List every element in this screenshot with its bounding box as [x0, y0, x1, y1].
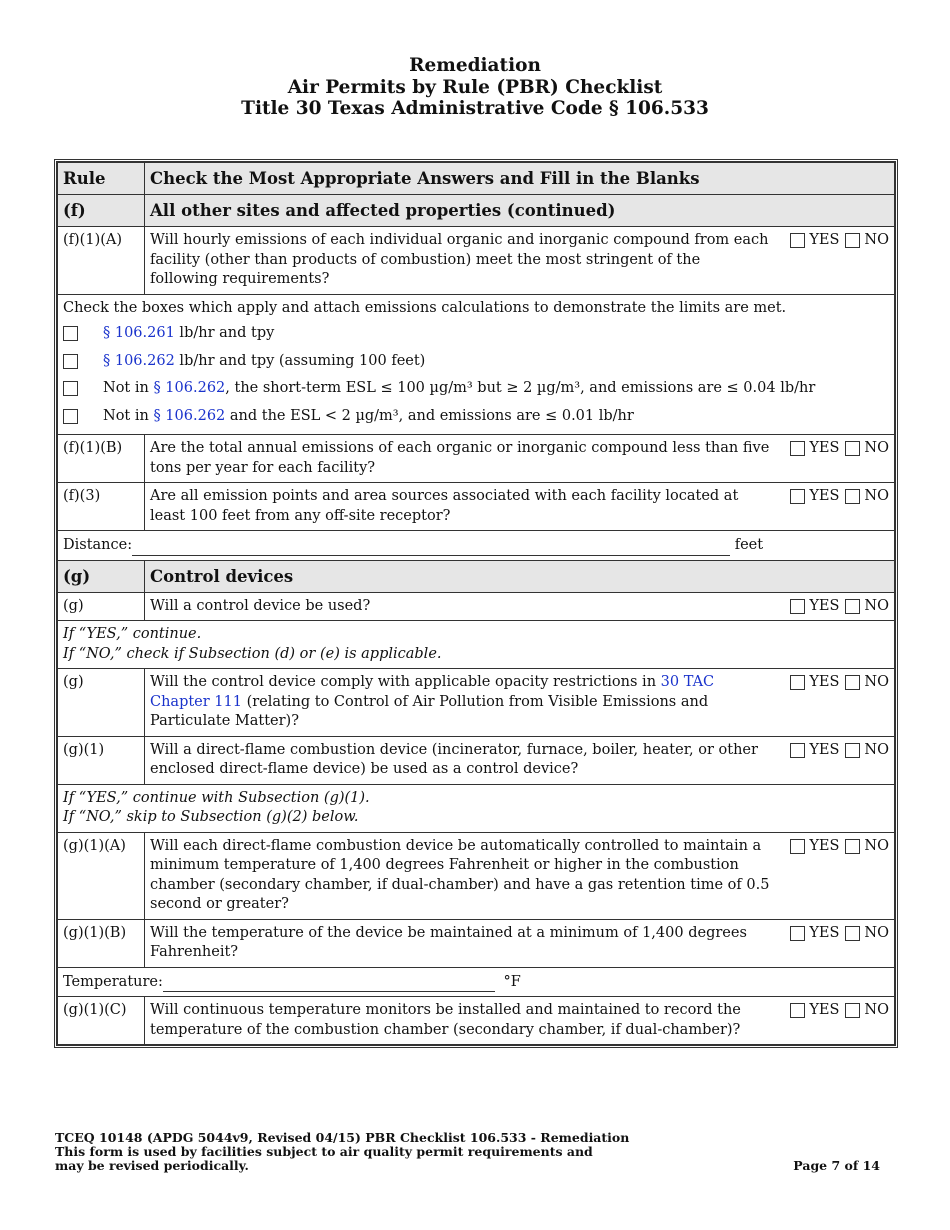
link-106-262[interactable]: § 106.262	[153, 380, 226, 396]
link-106-262[interactable]: § 106.262	[103, 352, 175, 369]
option-text: and the ESL < 2 µg/m³, and emissions are ≤ 0.01 lb/hr	[225, 407, 634, 424]
instruction-row-g	[58, 621, 895, 669]
yes-checkbox[interactable]	[790, 926, 805, 941]
yes-no-choice	[790, 439, 889, 478]
yes-checkbox[interactable]	[790, 675, 805, 690]
no-checkbox[interactable]	[845, 743, 860, 758]
footer-form-id: TCEQ 10148 (APDG 5044v9, Revised 04/15) PBR Checklist 106.533 - Remediation	[55, 1130, 630, 1145]
title-line-2: Air Permits by Rule (PBR) Checklist	[287, 76, 663, 98]
header-instructions: Check the Most Appropriate Answers and Fill in the Blanks	[145, 163, 895, 195]
footer-note-1: This form is used by facilities subject to air quality permit requirements and	[55, 1144, 593, 1159]
rule-cell: (g)	[58, 669, 145, 737]
yes-label: YES	[809, 488, 840, 504]
question-text: Are all emission points and area sources associated with each facility located at least 100 feet from any off-site receptor?	[150, 488, 739, 524]
question-text: Will each direct-flame combustion device be automatically controlled to maintain a minimum temperature of 1,400 degrees Fahrenheit or higher in the combustion chamber (secondary chamber, if dual-chamber) and have a gas retention time of 0.5 second or greater?	[150, 837, 770, 912]
option-text: , the short-term ESL ≤ 100 µg/m³ but ≥ 2 µg/m³, and emissions are ≤ 0.04 lb/hr	[225, 380, 816, 396]
yes-no-choice	[790, 741, 889, 780]
no-checkbox[interactable]	[845, 926, 860, 941]
yes-checkbox[interactable]	[790, 489, 805, 504]
option-106-262	[63, 348, 889, 376]
no-label: NO	[864, 232, 889, 248]
option-not-in-106-262-esl-low	[63, 403, 889, 431]
yes-label: YES	[809, 741, 840, 758]
question-row-f1A	[58, 227, 895, 295]
question-row-g1B	[58, 919, 895, 967]
no-label: NO	[864, 1002, 889, 1018]
checklist-table-frame	[54, 159, 898, 1048]
question-text: Will continuous temperature monitors be installed and maintained to record the temperature of the combustion chamber (secondary chamber, if dual-chamber)?	[150, 1002, 741, 1038]
question-row-g1	[58, 736, 895, 784]
distance-unit: feet	[734, 537, 764, 553]
instruction-no: If “NO,” skip to Subsection (g)(2) below.	[63, 809, 359, 825]
section-f-row	[58, 195, 895, 227]
question-prefix: Will the control device comply with applicable opacity restrictions in	[150, 674, 661, 690]
no-label: NO	[864, 440, 889, 456]
question-text: Will hourly emissions of each individual organic and inorganic compound from each facility (other than products of combustion) meet the most stringent of the following requirements?	[150, 232, 769, 287]
no-label: NO	[864, 837, 889, 854]
question-text	[150, 673, 790, 732]
temperature-input[interactable]	[163, 972, 495, 993]
option-checkbox[interactable]	[63, 381, 78, 396]
yes-no-choice	[790, 924, 889, 963]
distance-input[interactable]	[132, 535, 730, 556]
no-label: NO	[864, 924, 889, 941]
yes-label: YES	[809, 440, 840, 456]
page-footer	[55, 1131, 880, 1173]
rule-cell: (g)(1)(A)	[58, 832, 145, 919]
yes-label: YES	[809, 837, 840, 854]
no-label: NO	[864, 597, 889, 614]
link-30-tac-chapter-111[interactable]: 30 TAC Chapter 111	[150, 674, 715, 710]
option-106-261	[63, 320, 889, 348]
instruction-no: If “NO,” check if Subsection (d) or (e) is applicable.	[63, 645, 442, 662]
rule-cell: (f)(1)(A)	[58, 227, 145, 295]
instruction-row-g1	[58, 784, 895, 832]
option-text: lb/hr and tpy (assuming 100 feet)	[174, 352, 426, 369]
section-g-title: Control devices	[145, 560, 895, 592]
no-checkbox[interactable]	[845, 599, 860, 614]
yes-no-choice	[790, 597, 889, 617]
yes-checkbox[interactable]	[790, 1003, 805, 1018]
question-row-g-control-device	[58, 592, 895, 621]
yes-label: YES	[809, 674, 840, 690]
yes-checkbox[interactable]	[790, 441, 805, 456]
title-line-3: Title 30 Texas Administrative Code § 106.533	[241, 98, 709, 119]
rule-cell: (f)(1)(B)	[58, 435, 145, 483]
no-label: NO	[864, 674, 889, 690]
title-line-1: Remediation	[409, 55, 541, 76]
option-prefix: Not in	[103, 380, 154, 396]
question-row-f3	[58, 483, 895, 531]
question-row-g1C	[58, 997, 895, 1045]
no-checkbox[interactable]	[845, 1003, 860, 1018]
table-header-row	[58, 163, 895, 195]
instruction-yes: If “YES,” continue with Subsection (g)(1).	[63, 789, 370, 806]
option-checkbox[interactable]	[63, 326, 78, 341]
rule-cell: (g)	[58, 592, 145, 621]
yes-no-choice	[790, 673, 889, 732]
yes-no-choice	[790, 231, 889, 290]
no-checkbox[interactable]	[845, 441, 860, 456]
yes-label: YES	[809, 597, 840, 614]
distance-row	[58, 531, 895, 561]
option-checkbox[interactable]	[63, 409, 78, 424]
question-row-g1A	[58, 832, 895, 919]
no-checkbox[interactable]	[845, 675, 860, 690]
question-text: Are the total annual emissions of each organic or inorganic compound less than five tons per year for each facility?	[150, 440, 770, 476]
question-row-f1B	[58, 435, 895, 483]
no-label: NO	[864, 741, 889, 758]
rule-cell: (g)(1)(B)	[58, 919, 145, 967]
temperature-unit: °F	[503, 973, 521, 990]
section-f-title: All other sites and affected properties (continued)	[145, 195, 895, 227]
yes-no-choice	[790, 837, 889, 915]
no-checkbox[interactable]	[845, 839, 860, 854]
rule-cell: (f)(3)	[58, 483, 145, 531]
header-rule: Rule	[58, 163, 145, 195]
footer-note-2: may be revised periodically.	[55, 1158, 249, 1173]
yes-no-choice	[790, 487, 889, 526]
section-f-rule: (f)	[58, 195, 145, 227]
link-106-261[interactable]: § 106.261	[103, 325, 175, 341]
emission-options-row	[58, 294, 895, 435]
question-text: Will a direct-flame combustion device (incinerator, furnace, boiler, heater, or other enclosed direct-flame device) be used as a control device?	[150, 741, 758, 777]
distance-label: Distance:	[63, 537, 133, 553]
instruction-yes: If “YES,” continue.	[63, 626, 202, 642]
check-intro: Check the boxes which apply and attach emissions calculations to demonstrate the limits are met.	[63, 299, 787, 316]
section-g-row	[58, 560, 895, 592]
yes-no-choice	[790, 1001, 889, 1040]
no-checkbox[interactable]	[845, 233, 860, 248]
page-number: Page 7 of 14	[793, 1158, 880, 1173]
document-title	[0, 55, 950, 120]
yes-checkbox[interactable]	[790, 743, 805, 758]
link-106-262[interactable]: § 106.262	[153, 407, 226, 424]
option-text: lb/hr and tpy	[174, 325, 275, 341]
yes-checkbox[interactable]	[790, 839, 805, 854]
question-row-g-opacity	[58, 669, 895, 737]
option-prefix: Not in	[103, 407, 154, 424]
option-not-in-106-262-esl-high	[63, 375, 889, 403]
rule-cell: (g)(1)(C)	[58, 997, 145, 1045]
question-suffix: (relating to Control of Air Pollution from Visible Emissions and Particulate Matter)?	[150, 693, 709, 729]
question-text: Will a control device be used?	[150, 597, 371, 614]
yes-label: YES	[809, 924, 840, 941]
yes-label: YES	[809, 1002, 840, 1018]
temperature-row	[58, 967, 895, 997]
yes-checkbox[interactable]	[790, 599, 805, 614]
rule-cell: (g)(1)	[58, 736, 145, 784]
no-checkbox[interactable]	[845, 489, 860, 504]
no-label: NO	[864, 488, 889, 504]
yes-label: YES	[809, 232, 840, 248]
option-checkbox[interactable]	[63, 354, 78, 369]
section-g-rule: (g)	[58, 560, 145, 592]
checklist-table	[57, 162, 895, 1045]
yes-checkbox[interactable]	[790, 233, 805, 248]
question-text: Will the temperature of the device be maintained at a minimum of 1,400 degrees Fahrenheit?	[150, 924, 747, 960]
temperature-label: Temperature:	[63, 973, 163, 990]
